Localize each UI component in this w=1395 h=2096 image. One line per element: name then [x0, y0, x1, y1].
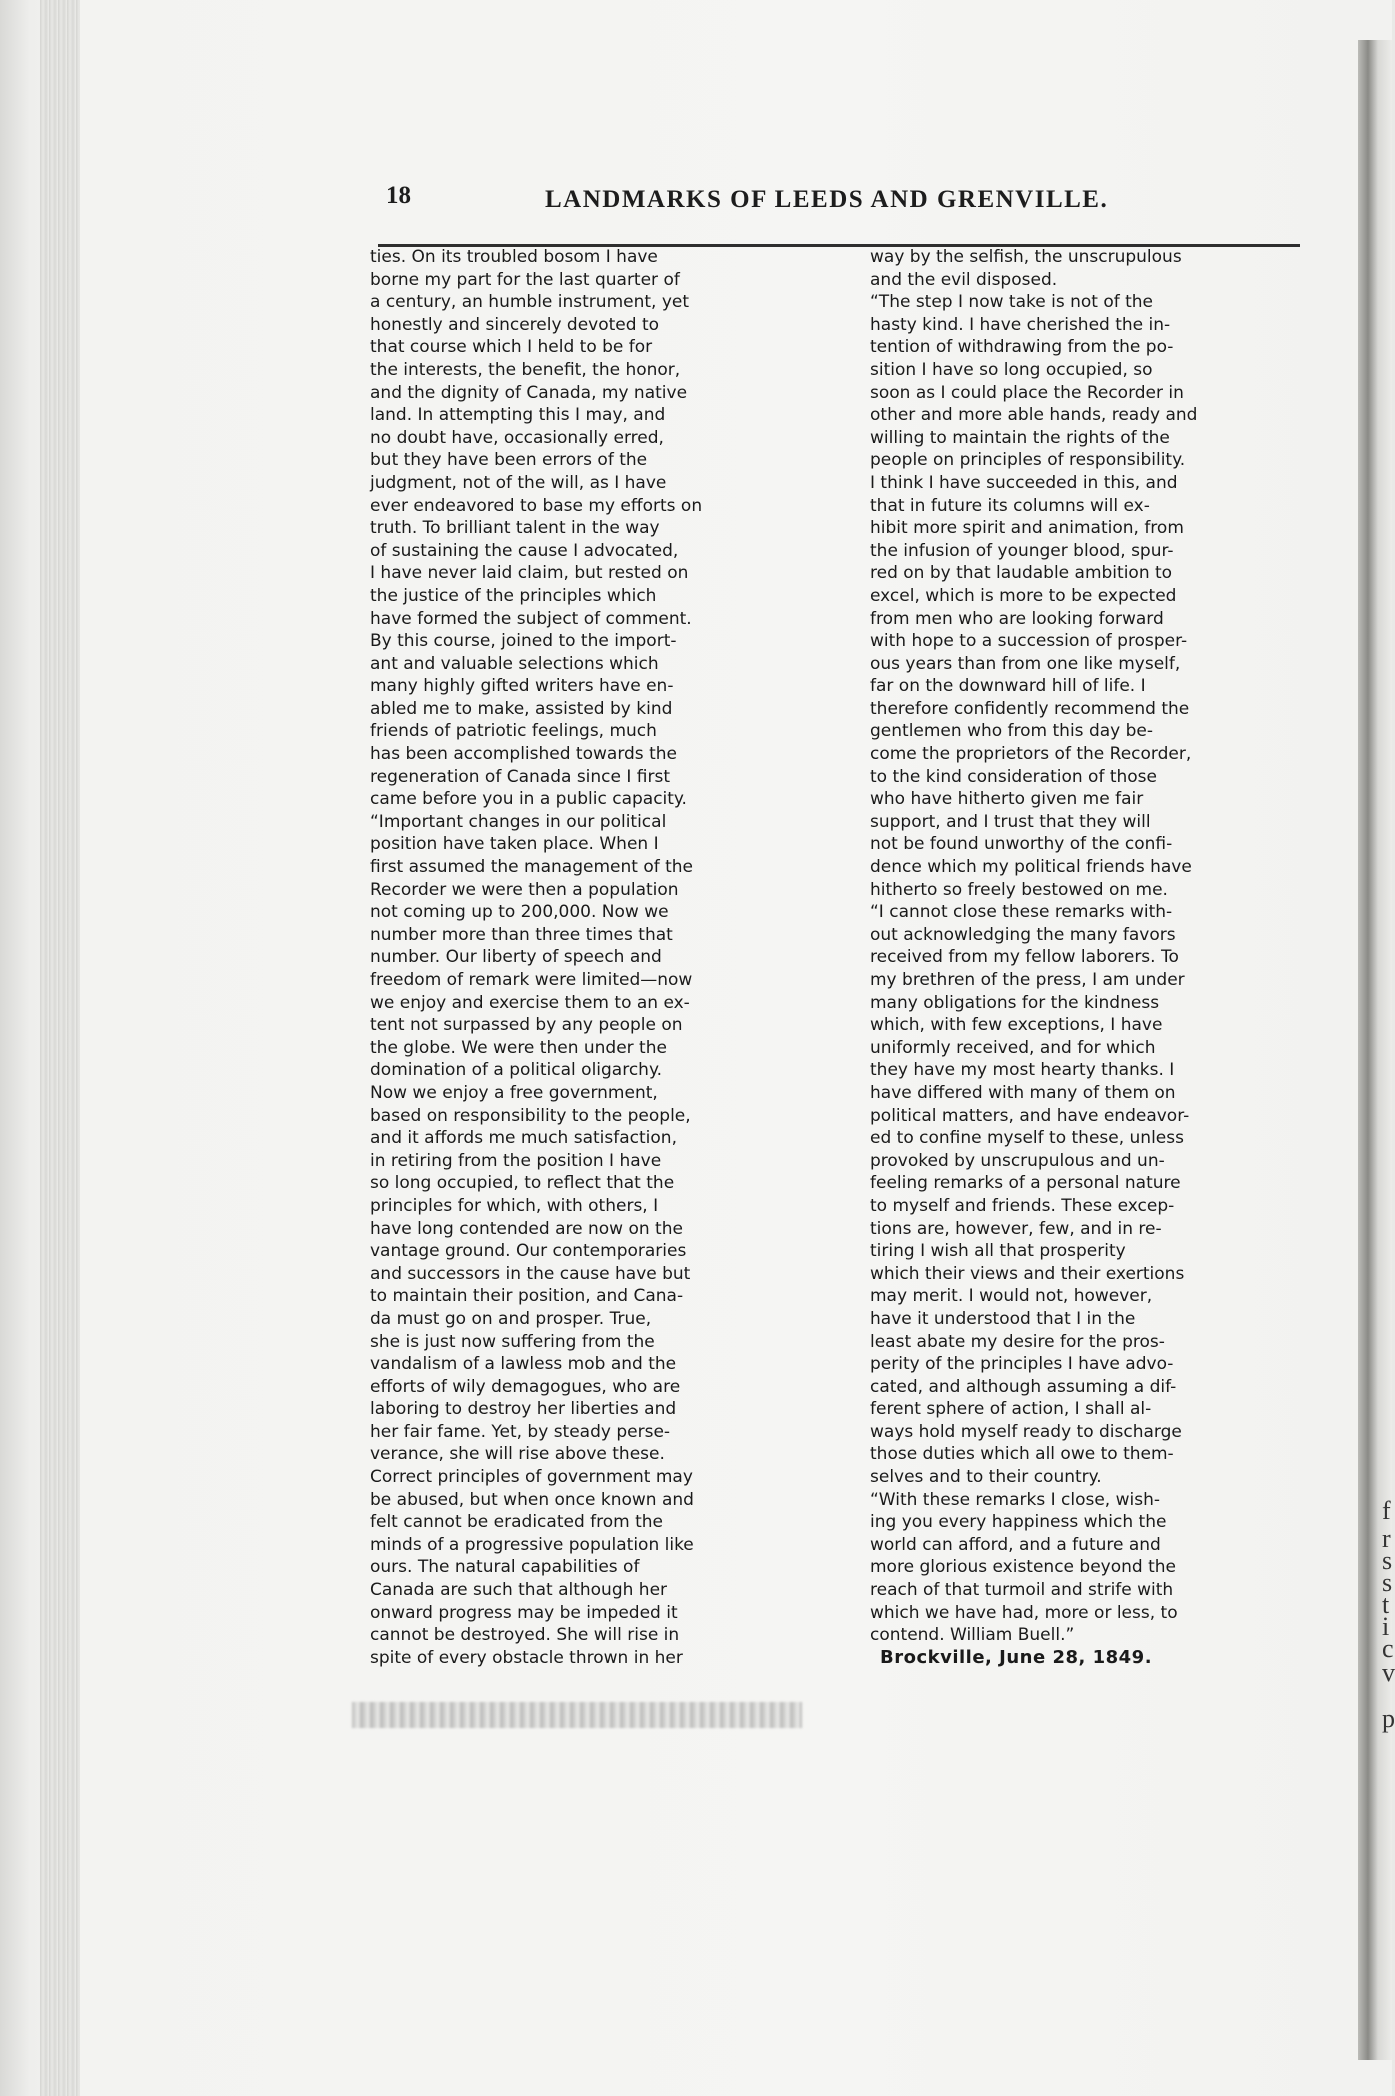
- text-line: who have hitherto given me fair: [870, 789, 1144, 810]
- text-line: have formed the subject of comment.: [370, 608, 692, 629]
- text-line: of sustaining the cause I advocated,: [370, 540, 679, 561]
- text-line: ous years than from one like myself,: [870, 653, 1181, 674]
- text-line: regeneration of Canada since I first: [370, 766, 671, 787]
- text-line: have differed with many of them on: [870, 1082, 1176, 1103]
- text-line: number more than three times that: [370, 924, 673, 945]
- text-line: soon as I could place the Recorder in: [870, 382, 1184, 403]
- text-line: my brethren of the press, I am under: [870, 970, 1185, 990]
- text-line: excel, which is more to be expected: [870, 585, 1177, 606]
- text-line: which their views and their exertions: [870, 1263, 1185, 1284]
- text-line: vantage ground. Our contemporaries: [370, 1241, 687, 1262]
- text-line: land. In attempting this I may, and: [370, 405, 666, 426]
- text-line: the interests, the benefit, the honor,: [370, 359, 681, 380]
- ink-smudge: [352, 1702, 802, 1728]
- text-line: ed to confine myself to these, unless: [870, 1128, 1184, 1149]
- text-line: onward progress may be impeded it: [370, 1602, 678, 1623]
- text-line: from men who are looking forward: [870, 608, 1164, 629]
- text-line: selves and to their country.: [870, 1467, 1102, 1488]
- text-line: sition I have so long occupied, so: [870, 359, 1153, 380]
- text-line: principles for which, with others, I: [370, 1195, 659, 1216]
- adjacent-page-edge: [1358, 40, 1392, 2060]
- text-line: ever endeavored to base my efforts on: [370, 495, 703, 516]
- text-line: feeling remarks of a personal nature: [870, 1173, 1181, 1194]
- text-line: Now we enjoy a free government,: [370, 1082, 658, 1103]
- text-line: contend. William Buell.”: [870, 1625, 1075, 1646]
- text-line: provoked by unscrupulous and un-: [870, 1150, 1165, 1171]
- text-line: least abate my desire for the pros-: [870, 1331, 1165, 1352]
- text-line: uniformly received, and for which: [870, 1037, 1156, 1058]
- book-binding-edge: [40, 0, 80, 2096]
- edge-letter: i: [1382, 1612, 1390, 1641]
- text-line: received from my fellow laborers. To: [870, 947, 1179, 968]
- text-line: number. Our liberty of speech and: [370, 947, 662, 968]
- text-line: based on responsibility to the people,: [370, 1105, 691, 1126]
- edge-letter: f: [1382, 1496, 1391, 1525]
- text-line: tiring I wish all that prosperity: [870, 1241, 1126, 1262]
- text-line: therefore confidently recommend the: [870, 698, 1190, 719]
- text-line: By this course, joined to the import-: [370, 631, 677, 652]
- text-line: willing to maintain the rights of the: [870, 427, 1170, 448]
- text-line: dence which my political friends have: [870, 857, 1192, 878]
- text-line: but they have been errors of the: [370, 450, 648, 471]
- text-line: the infusion of younger blood, spur-: [870, 540, 1174, 561]
- edge-letter: v: [1382, 1658, 1395, 1687]
- text-line: red on by that laudable ambition to: [870, 563, 1173, 584]
- text-line: I have never laid claim, but rested on: [370, 563, 689, 584]
- text-line: Canada are such that although her: [370, 1580, 668, 1601]
- text-line: way by the selfish, the unscrupulous: [870, 247, 1182, 267]
- text-line: support, and I trust that they will: [870, 811, 1151, 832]
- text-line: first assumed the management of the: [370, 857, 694, 878]
- text-line: out acknowledging the many favors: [870, 924, 1176, 945]
- text-line: other and more able hands, ready and: [870, 405, 1198, 426]
- text-line: Recorder we were then a population: [370, 879, 679, 900]
- text-line: to myself and friends. These excep-: [870, 1195, 1175, 1216]
- text-line: vandalism of a lawless mob and the: [370, 1354, 677, 1375]
- text-line: laboring to destroy her liberties and: [370, 1399, 677, 1420]
- text-line: ing you every happiness which the: [870, 1512, 1167, 1533]
- text-line: abled me to make, assisted by kind: [370, 698, 673, 719]
- text-line: came before you in a public capacity.: [370, 789, 687, 810]
- text-line: I think I have succeeded in this, and: [870, 472, 1178, 493]
- running-head: LANDMARKS OF LEEDS AND GRENVILLE.: [545, 186, 1109, 213]
- text-line: which we have had, more or less, to: [870, 1602, 1178, 1623]
- edge-letter: t: [1382, 1590, 1390, 1619]
- text-line: not coming up to 200,000. Now we: [370, 902, 669, 923]
- dateline-signature: Brockville, June 28, 1849.: [880, 1646, 1153, 1668]
- text-line: ant and valuable selections which: [370, 653, 659, 674]
- text-line: the globe. We were then under the: [370, 1037, 667, 1058]
- text-line: domination of a political oligarchy.: [370, 1060, 662, 1081]
- text-line: perity of the principles I have advo-: [870, 1354, 1174, 1375]
- text-line: cannot be destroyed. She will rise in: [370, 1625, 680, 1646]
- text-line: da must go on and prosper. True,: [370, 1308, 652, 1329]
- text-line: truth. To brilliant talent in the way: [370, 518, 660, 539]
- text-line: with hope to a succession of prosper-: [870, 631, 1188, 652]
- text-line: Correct principles of government may: [370, 1467, 693, 1488]
- text-line: felt cannot be eradicated from the: [370, 1512, 664, 1533]
- text-line: in retiring from the position I have: [370, 1150, 662, 1171]
- text-line: world can afford, and a future and: [870, 1534, 1161, 1555]
- text-line: to the kind consideration of those: [870, 766, 1157, 787]
- text-line: hibit more spirit and animation, from: [870, 518, 1184, 539]
- text-line: may merit. I would not, however,: [870, 1286, 1153, 1307]
- left-text-column: [370, 246, 802, 1669]
- text-line: tent not surpassed by any people on: [370, 1015, 683, 1036]
- edge-letter: c: [1382, 1634, 1394, 1663]
- text-line: not be found unworthy of the confi-: [870, 834, 1173, 855]
- text-line: political matters, and have endeavor-: [870, 1105, 1190, 1126]
- text-line: friends of patriotic feelings, much: [370, 721, 657, 742]
- text-line: the justice of the principles which: [370, 585, 657, 606]
- page-number: 18: [386, 182, 411, 209]
- text-line: no doubt have, occasionally erred,: [370, 427, 664, 448]
- text-line: and the evil disposed.: [870, 269, 1058, 290]
- text-line: cated, and although assuming a dif-: [870, 1376, 1177, 1397]
- edge-letter: s: [1382, 1568, 1393, 1597]
- text-line: ways hold myself ready to discharge: [870, 1421, 1182, 1442]
- text-line: many obligations for the kindness: [870, 992, 1160, 1013]
- text-line: spite of every obstacle thrown in her: [370, 1647, 683, 1668]
- text-line: freedom of remark were limited—now: [370, 970, 693, 990]
- text-line: have it understood that I in the: [870, 1308, 1136, 1329]
- text-line: gentlemen who from this day be-: [870, 721, 1153, 742]
- text-line: reach of that turmoil and strife with: [870, 1580, 1174, 1601]
- text-line: they have my most hearty thanks. I: [870, 1060, 1175, 1081]
- right-text-column: [870, 246, 1300, 1671]
- text-line: honestly and sincerely devoted to: [370, 314, 660, 335]
- text-line: to maintain their position, and Cana-: [370, 1286, 684, 1307]
- text-line: “The step I now take is not of the: [870, 292, 1154, 313]
- text-line: ferent sphere of action, I shall al-: [870, 1399, 1152, 1420]
- text-line: and it affords me much satisfaction,: [370, 1128, 677, 1149]
- text-line: “I cannot close these remarks with-: [870, 902, 1173, 923]
- text-line: have long contended are now on the: [370, 1218, 683, 1239]
- text-line: has been accomplished towards the: [370, 744, 677, 765]
- text-line: hitherto so freely bestowed on me.: [870, 879, 1168, 900]
- text-line: so long occupied, to reflect that the: [370, 1173, 675, 1194]
- text-line: come the proprietors of the Recorder,: [870, 744, 1192, 765]
- text-line: efforts of wily demagogues, who are: [370, 1376, 681, 1397]
- text-line: be abused, but when once known and: [370, 1489, 694, 1510]
- text-line: position have taken place. When I: [370, 834, 659, 855]
- text-line: and successors in the cause have but: [370, 1263, 691, 1284]
- text-line: verance, she will rise above these.: [370, 1444, 665, 1465]
- edge-letter: r: [1382, 1524, 1391, 1553]
- text-line: her fair fame. Yet, by steady perse-: [370, 1421, 671, 1442]
- text-line: ours. The natural capabilities of: [370, 1557, 640, 1578]
- text-line: “Important changes in our political: [370, 811, 667, 832]
- text-line: minds of a progressive population like: [370, 1534, 694, 1555]
- text-line: tions are, however, few, and in re-: [870, 1218, 1162, 1239]
- edge-letter: s: [1382, 1546, 1393, 1575]
- text-line: that in future its columns will ex-: [870, 495, 1150, 516]
- text-line: which, with few exceptions, I have: [870, 1015, 1163, 1036]
- text-line: a century, an humble instrument, yet: [370, 292, 690, 313]
- text-line: far on the downward hill of life. I: [870, 676, 1146, 697]
- text-line: she is just now suffering from the: [370, 1331, 655, 1352]
- text-line: tention of withdrawing from the po-: [870, 337, 1174, 358]
- text-line: borne my part for the last quarter of: [370, 269, 680, 290]
- text-line: judgment, not of the will, as I have: [370, 472, 667, 493]
- text-line: more glorious existence beyond the: [870, 1557, 1176, 1578]
- text-line: and the dignity of Canada, my native: [370, 382, 688, 403]
- edge-letter: p: [1382, 1704, 1395, 1733]
- text-line: “With these remarks I close, wish-: [870, 1489, 1160, 1510]
- text-line: those duties which all owe to them-: [870, 1444, 1174, 1465]
- text-line: we enjoy and exercise them to an ex-: [370, 992, 690, 1013]
- text-line: hasty kind. I have cherished the in-: [870, 314, 1171, 335]
- text-line: people on principles of responsibility.: [870, 450, 1186, 471]
- text-line: many highly gifted writers have en-: [370, 676, 674, 697]
- text-line: ties. On its troubled bosom I have: [370, 247, 658, 267]
- text-line: that course which I held to be for: [370, 337, 653, 358]
